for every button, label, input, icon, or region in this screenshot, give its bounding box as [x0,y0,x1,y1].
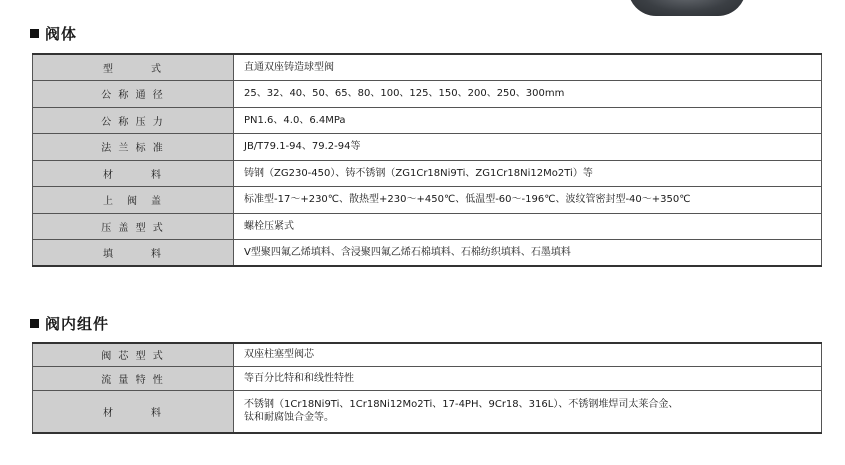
table-row [33,107,822,134]
row-label: 型 式 [33,54,234,81]
row-value: 螺栓压紧式 [234,213,822,240]
row-label: 上 阀 盖 [33,187,234,214]
section-title-text: 阀体 [45,24,78,43]
row-value: V型聚四氟乙烯填料、含浸聚四氟乙烯石棉填料、石棉纺织填料、石墨填料 [234,240,822,267]
section-title-valve-body [30,22,77,44]
table-row [33,366,822,390]
row-value: 铸钢（ZG230-450）、铸不锈钢（ZG1Cr18Ni9Ti、ZG1Cr18Ni12Mo2Ti）等 [234,160,822,187]
row-value [234,390,822,433]
table-row [33,187,822,214]
row-value: JB/T79.1-94、79.2-94等 [234,134,822,161]
row-value-line: 不锈钢（1Cr18Ni9Ti、1Cr18Ni12Mo2Ti、17-4PH、9Cr18、316L）、不锈钢堆焊司太莱合金、 [244,399,679,411]
bullet-square-icon [30,319,39,328]
table-row [33,343,822,366]
row-label: 压 盖 型 式 [33,213,234,240]
row-label: 法 兰 标 准 [33,134,234,161]
row-value-line: 钛和耐腐蚀合金等。 [244,412,334,424]
row-value: 25、32、40、50、65、80、100、125、150、200、250、300mm [234,81,822,108]
row-value: 等百分比特和和线性特性 [234,366,822,390]
row-label: 流 量 特 性 [33,366,234,390]
table-row [33,81,822,108]
table-row [33,240,822,267]
row-label: 材 料 [33,160,234,187]
row-value: 标准型-17～+230℃、散热型+230～+450℃、低温型-60～-196℃、波纹管密封型-40～+350℃ [234,187,822,214]
row-value: 双座柱塞型阀芯 [234,343,822,366]
bullet-square-icon [30,29,39,38]
row-value: 直通双座铸造球型阀 [234,54,822,81]
table-row [33,160,822,187]
row-label: 公 称 通 径 [33,81,234,108]
row-label: 材 料 [33,390,234,433]
row-label: 公 称 压 力 [33,107,234,134]
product-image-edge [628,0,746,16]
section-title-valve-trim [30,312,109,334]
row-label: 阀 芯 型 式 [33,343,234,366]
row-label: 填 料 [33,240,234,267]
table-row [33,213,822,240]
table-row [33,134,822,161]
valve-trim-table [32,342,822,434]
valve-body-table [32,53,822,267]
table-row [33,390,822,433]
table-row [33,54,822,81]
row-value: PN1.6、4.0、6.4MPa [234,107,822,134]
section-title-text: 阀内组件 [45,314,110,333]
